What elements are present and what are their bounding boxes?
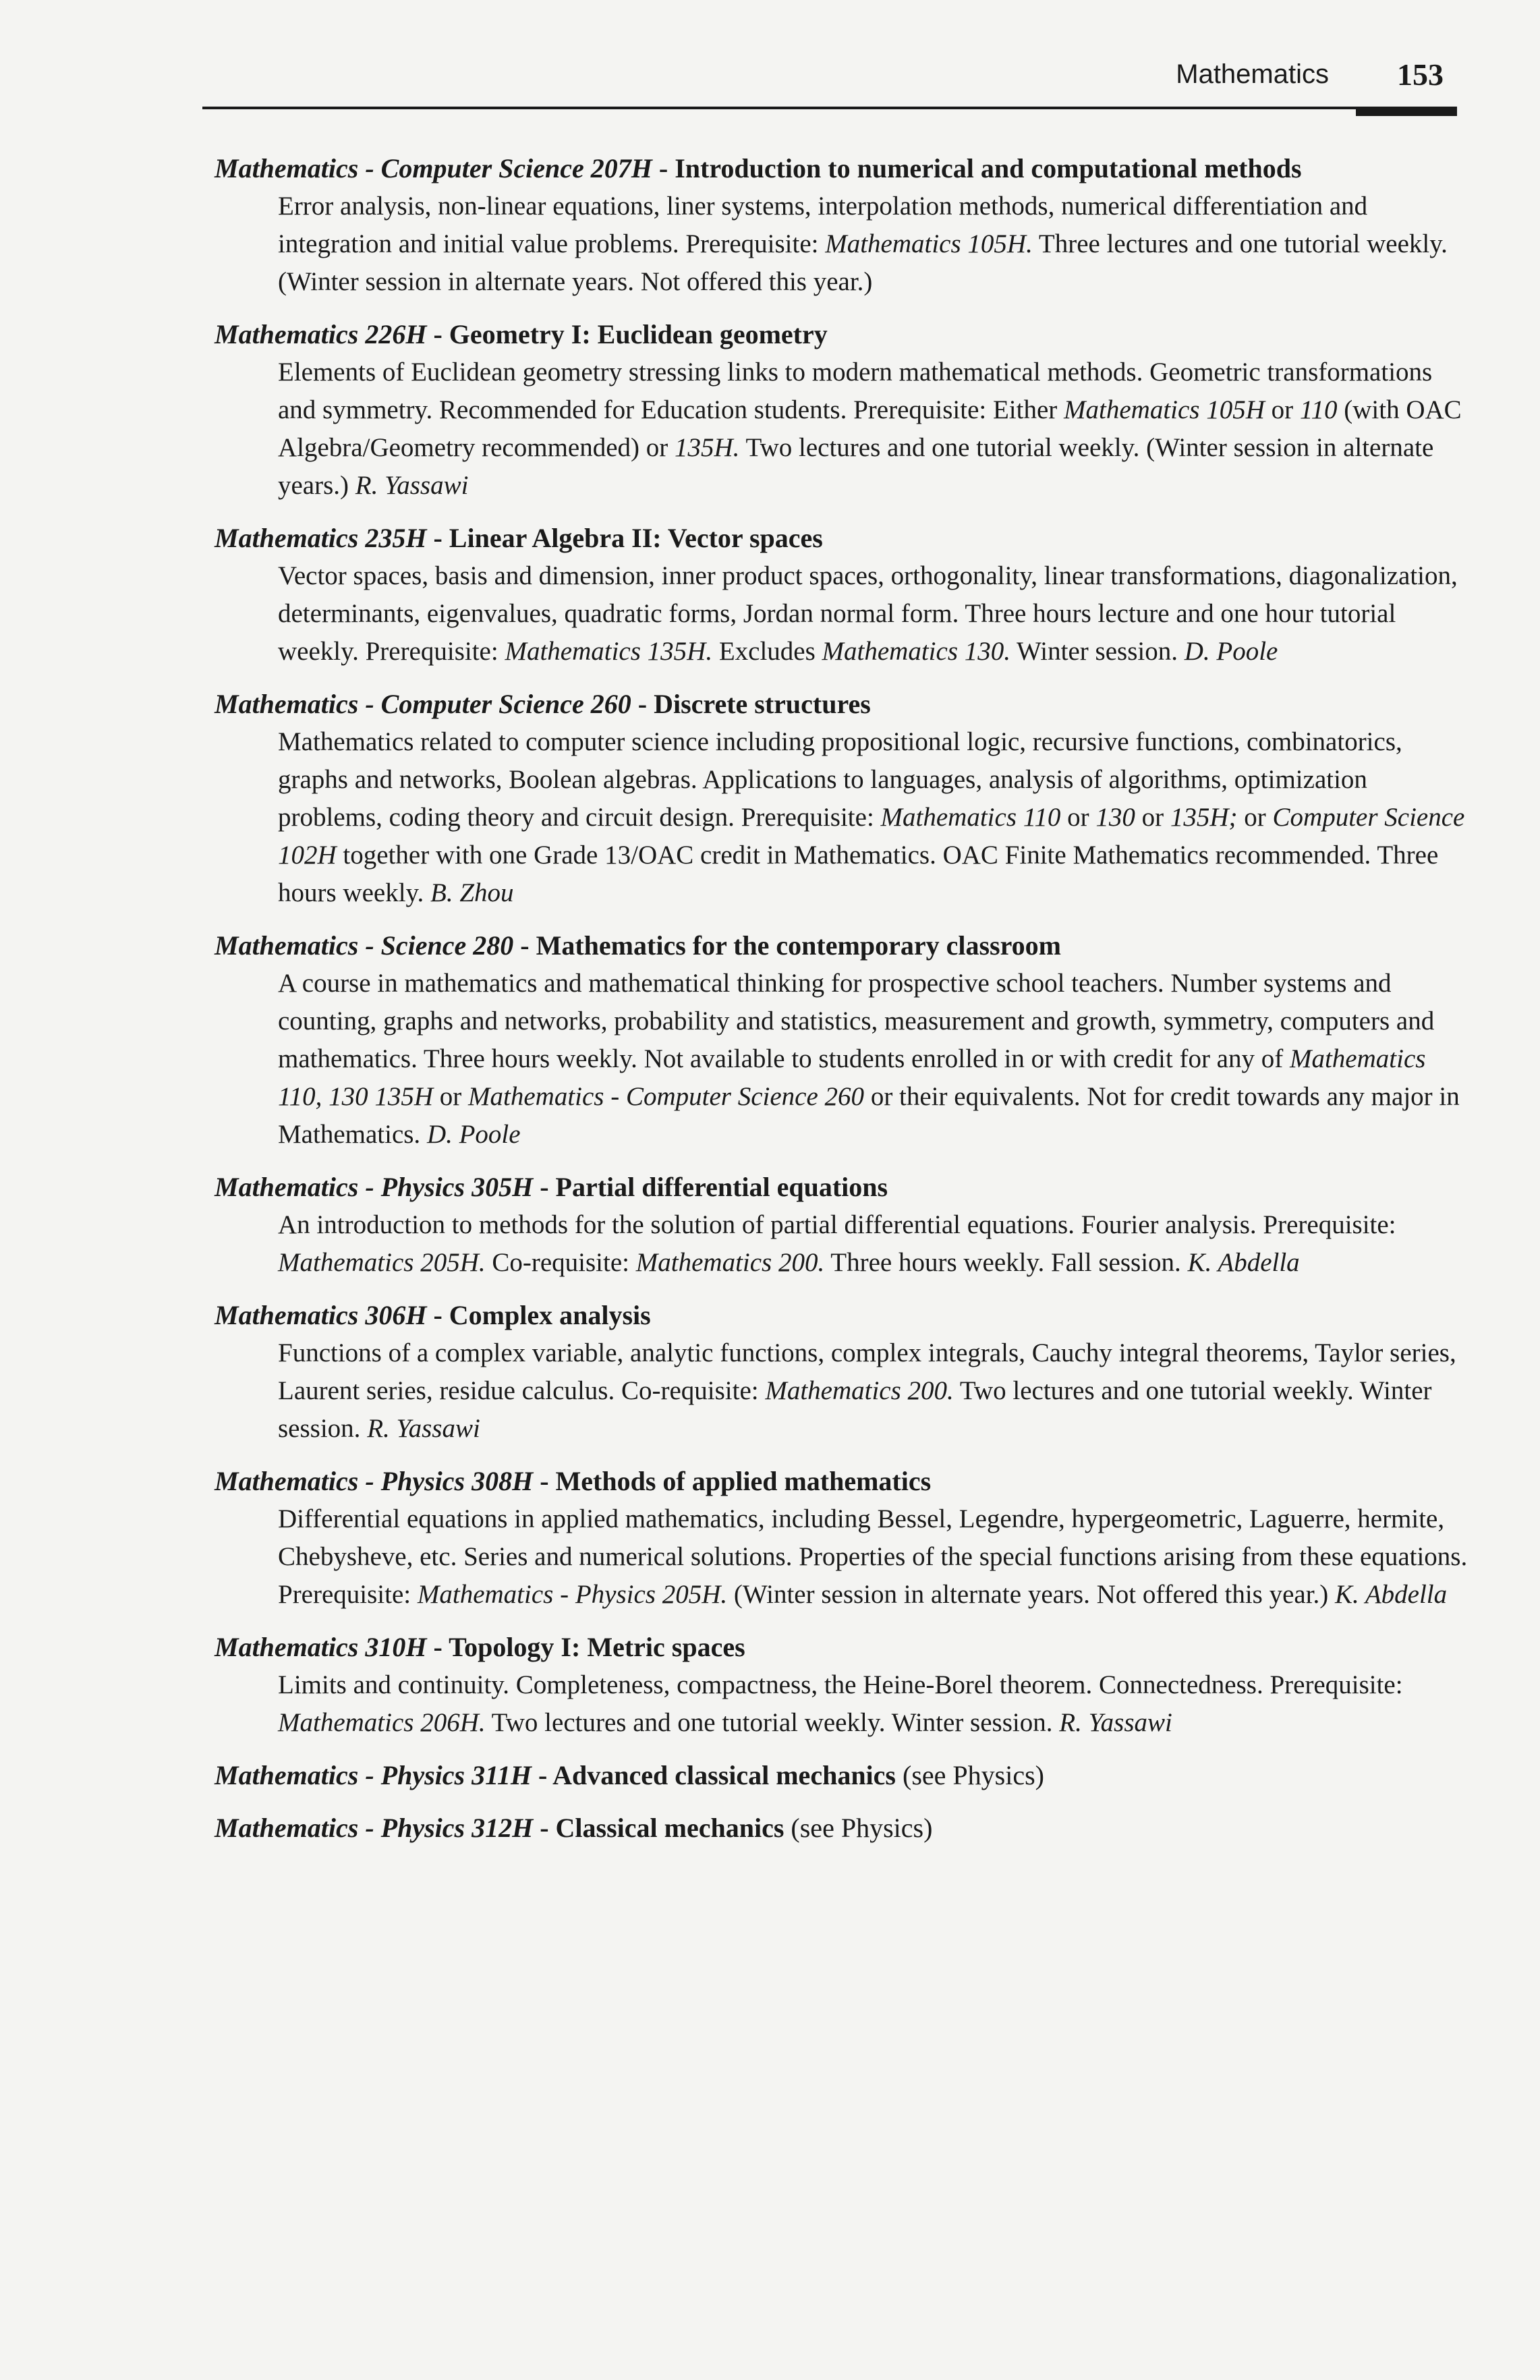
italic-reference: Mathematics - Physics 205H. xyxy=(417,1580,728,1609)
description-text: Limits and continuity. Completeness, compactness, the Heine-Borel theorem. Connectedness. Prerequisite: xyxy=(278,1670,1403,1699)
italic-reference: 135H. xyxy=(675,433,740,462)
course-code: Mathematics - Computer Science 260 xyxy=(215,689,631,719)
italic-reference: Mathematics 135H. xyxy=(505,637,713,666)
italic-reference: Mathematics 110 xyxy=(880,803,1061,832)
thumb-tab xyxy=(1356,107,1457,116)
course-description xyxy=(278,1206,1468,1282)
italic-reference: K. Abdella xyxy=(1187,1248,1300,1277)
course-title: Partial differential equations xyxy=(555,1172,888,1202)
description-text: or their equivalents. Not for credit towards any major in Mathematics. xyxy=(278,1082,1460,1149)
course-heading xyxy=(215,1809,1468,1847)
course-description xyxy=(278,1334,1468,1448)
course-title: Topology I: Metric spaces xyxy=(449,1632,745,1662)
course-code: Mathematics - Physics 312H xyxy=(215,1813,534,1843)
course-code: Mathematics - Computer Science 207H xyxy=(215,153,652,183)
course-entry xyxy=(215,685,1468,912)
description-text: Two lectures and one tutorial weekly. Winter session. xyxy=(278,1376,1432,1443)
course-heading xyxy=(215,1297,1468,1334)
course-entry xyxy=(215,150,1468,301)
description-text: or xyxy=(1264,395,1300,424)
description-text: (with OAC Algebra/Geometry recommended) or xyxy=(278,395,1462,462)
course-code: Mathematics - Science 280 xyxy=(215,930,514,961)
course-title: Methods of applied mathematics xyxy=(555,1466,932,1496)
course-title: Discrete structures xyxy=(654,689,871,719)
italic-reference: 130 xyxy=(1095,803,1135,832)
description-text: together with one Grade 13/OAC credit in Mathematics. OAC Finite Mathematics recommended. Three hours weekly. xyxy=(278,841,1439,907)
dash-separator: - xyxy=(652,153,675,183)
dash-separator: - xyxy=(533,1172,556,1202)
course-code: Mathematics 235H xyxy=(215,523,427,553)
italic-reference: R. Yassawi xyxy=(367,1414,480,1443)
dash-separator: - xyxy=(533,1813,556,1843)
course-entry xyxy=(215,1297,1468,1448)
dash-separator: - xyxy=(631,689,654,719)
description-text: or xyxy=(433,1082,469,1111)
course-code: Mathematics 306H xyxy=(215,1300,427,1330)
description-text: Mathematics related to computer science including propositional logic, recursive functions, combinatorics, graphs and networks, Boolean algebras. Applications to languages, analysis of algorithms, optimization problems, coding theory and circuit design. Prerequisite: xyxy=(278,727,1402,832)
course-heading xyxy=(215,519,1468,557)
course-heading xyxy=(215,927,1468,965)
dash-separator: - xyxy=(533,1466,556,1496)
course-description xyxy=(278,353,1468,505)
course-title: Mathematics for the contemporary classroom xyxy=(536,930,1061,961)
description-text: or xyxy=(1237,803,1273,832)
dash-separator: - xyxy=(426,523,449,553)
dash-separator: - xyxy=(426,1300,449,1330)
course-entry xyxy=(215,1628,1468,1742)
course-entry xyxy=(215,1757,1468,1794)
course-title: Linear Algebra II: Vector spaces xyxy=(449,523,823,553)
description-text: Two lectures and one tutorial weekly. Winter session. xyxy=(485,1708,1060,1737)
description-text: or xyxy=(1135,803,1170,832)
italic-reference: Mathematics 110, 130 135H xyxy=(278,1044,1426,1111)
course-code: Mathematics - Physics 305H xyxy=(215,1172,534,1202)
course-entry xyxy=(215,1168,1468,1282)
italic-reference: D. Poole xyxy=(1184,637,1278,666)
italic-reference: Mathematics 200. xyxy=(635,1248,825,1277)
italic-reference: Computer Science 102H xyxy=(278,803,1465,870)
description-text: A course in mathematics and mathematical thinking for prospective school teachers. Number systems and counting, graphs and networks, probability and statistics, measurement and growth, symmetry, computers and mathematics. Three hours weekly. Not available to students enrolled in or with credit for any of xyxy=(278,969,1435,1073)
italic-reference: Mathematics 105H. xyxy=(825,229,1033,258)
course-entry xyxy=(215,1809,1468,1847)
course-list xyxy=(215,150,1468,1862)
dash-separator: - xyxy=(426,319,449,349)
course-description xyxy=(278,723,1468,912)
italic-reference: Mathematics 206H. xyxy=(278,1708,486,1737)
course-heading xyxy=(215,685,1468,723)
running-head: Mathematics xyxy=(1176,59,1329,89)
description-text: Elements of Euclidean geometry stressing links to modern mathematical methods. Geometric transformations and symmetry. Recommended for Education students. Prerequisite: Either xyxy=(278,358,1433,424)
italic-reference: 110 xyxy=(1299,395,1338,424)
description-text: or xyxy=(1060,803,1096,832)
italic-reference: R. Yassawi xyxy=(1059,1708,1172,1737)
description-text: Error analysis, non-linear equations, liner systems, interpolation methods, numerical differentiation and integration and initial value problems. Prerequisite: xyxy=(278,192,1368,258)
italic-reference: Mathematics - Computer Science 260 xyxy=(468,1082,865,1111)
italic-reference: B. Zhou xyxy=(430,878,514,907)
course-description xyxy=(278,1500,1468,1614)
course-heading xyxy=(215,1463,1468,1500)
course-title: Complex analysis xyxy=(449,1300,651,1330)
course-entry xyxy=(215,927,1468,1154)
course-code: Mathematics - Physics 308H xyxy=(215,1466,534,1496)
italic-reference: Mathematics 200. xyxy=(765,1376,954,1405)
cross-reference-note: (see Physics) xyxy=(896,1760,1044,1790)
description-text: Winter session. xyxy=(1010,637,1185,666)
description-text: Functions of a complex variable, analytic functions, complex integrals, Cauchy integral theorems, Taylor series, Laurent series, residue calculus. Co-requisite: xyxy=(278,1338,1456,1405)
course-title: Classical mechanics xyxy=(555,1813,785,1843)
cross-reference-note: (see Physics) xyxy=(784,1813,933,1843)
description-text: Three hours weekly. Fall session. xyxy=(824,1248,1188,1277)
course-code: Mathematics 310H xyxy=(215,1632,427,1662)
course-title: Advanced classical mechanics xyxy=(552,1760,896,1790)
course-code: Mathematics 226H xyxy=(215,319,427,349)
course-description xyxy=(278,965,1468,1154)
course-heading xyxy=(215,316,1468,353)
italic-reference: K. Abdella xyxy=(1335,1580,1448,1609)
course-entry xyxy=(215,519,1468,671)
course-title: Introduction to numerical and computational methods xyxy=(675,153,1302,183)
course-heading xyxy=(215,1628,1468,1666)
course-entry xyxy=(215,316,1468,505)
dash-separator: - xyxy=(513,930,536,961)
description-text: Three lectures and one tutorial weekly. (Winter session in alternate years. Not offered this year.) xyxy=(278,229,1448,296)
page-header xyxy=(202,53,1457,109)
course-description xyxy=(278,557,1468,671)
dash-separator: - xyxy=(532,1760,553,1790)
description-text: Excludes xyxy=(712,637,822,666)
dash-separator: - xyxy=(426,1632,449,1662)
course-heading xyxy=(215,150,1468,188)
description-text: Two lectures and one tutorial weekly. (Winter session in alternate years.) xyxy=(278,433,1434,500)
course-description xyxy=(278,1666,1468,1742)
italic-reference: R. Yassawi xyxy=(355,471,469,500)
italic-reference: 135H; xyxy=(1170,803,1238,832)
course-description xyxy=(278,188,1468,301)
course-heading xyxy=(215,1757,1468,1794)
description-text: Differential equations in applied mathematics, including Bessel, Legendre, hypergeometric, Laguerre, hermite, Chebysheve, etc. Series and numerical solutions. Properties of the special functions arising from these equations. Prerequisite: xyxy=(278,1504,1468,1609)
course-code: Mathematics - Physics 311H xyxy=(215,1760,532,1790)
italic-reference: D. Poole xyxy=(426,1120,521,1149)
course-entry xyxy=(215,1463,1468,1614)
description-text: Vector spaces, basis and dimension, inner product spaces, orthogonality, linear transformations, diagonalization, determinants, eigenvalues, quadratic forms, Jordan normal form. Three hours lecture and one hour tutorial weekly. Prerequisite: xyxy=(278,561,1458,666)
description-text: An introduction to methods for the solution of partial differential equations. Fourier analysis. Prerequisite: xyxy=(278,1210,1396,1239)
italic-reference: Mathematics 130. xyxy=(822,637,1011,666)
italic-reference: Mathematics 205H. xyxy=(278,1248,486,1277)
course-title: Geometry I: Euclidean geometry xyxy=(449,319,828,349)
italic-reference: Mathematics 105H xyxy=(1064,395,1265,424)
page-number: 153 xyxy=(1397,57,1444,92)
description-text: (Winter session in alternate years. Not offered this year.) xyxy=(727,1580,1336,1609)
course-heading xyxy=(215,1168,1468,1206)
description-text: Co-requisite: xyxy=(485,1248,636,1277)
